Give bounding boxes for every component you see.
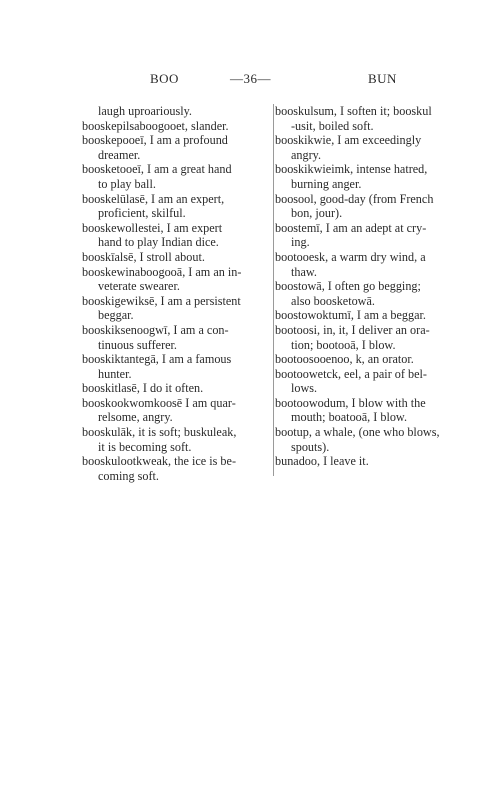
dictionary-entry	[82, 396, 272, 425]
entry-line-continued: beggar.	[98, 308, 134, 323]
entry-line-first: booskewinaboogooā, I am an in-	[82, 264, 242, 279]
entry-line-first: booskookwomkoosē I am quar-	[82, 395, 236, 410]
entry-line-continued: tion; bootooā, I blow.	[291, 337, 396, 352]
entry-line-continued: bon, jour).	[291, 206, 343, 221]
entry-line-continued: to play ball.	[98, 176, 156, 191]
dictionary-entry	[82, 352, 272, 381]
dictionary-entry	[82, 454, 272, 483]
entry-line-continued: lows.	[291, 381, 318, 396]
entry-line-continued: mouth; boatooā, I blow.	[291, 410, 407, 425]
dictionary-entry	[82, 104, 272, 119]
page-number: —36—	[230, 71, 271, 86]
entry-line-first: boostemī, I am an adept at cry-	[275, 220, 427, 235]
dictionary-entry	[82, 162, 272, 191]
entry-line-continued: veterate swearer.	[98, 279, 180, 294]
dictionary-entry	[275, 367, 488, 396]
entry-line-first: booskiktantegā, I am a famous	[82, 352, 232, 367]
entry-line-continued: coming soft.	[98, 468, 159, 483]
dictionary-entry	[82, 250, 272, 265]
entry-line-first: booskewollestei, I am expert	[82, 220, 223, 235]
entry-line-first: bunadoo, I leave it.	[275, 454, 369, 469]
entry-line-first: boosool, good-day (from French	[275, 191, 434, 206]
right-column	[275, 104, 488, 469]
dictionary-entry	[275, 250, 488, 279]
dictionary-entry	[82, 133, 272, 162]
column-divider	[273, 104, 274, 476]
dictionary-entry	[82, 294, 272, 323]
entry-line-continued: it is becoming soft.	[98, 439, 192, 454]
entry-line-continued: thaw.	[291, 264, 317, 279]
entry-line-continued: angry.	[291, 147, 322, 162]
dictionary-entry	[82, 119, 272, 134]
entry-line-first: boostowoktumī, I am a beggar.	[275, 308, 426, 323]
header-right-guide-word: BUN	[368, 71, 397, 86]
entry-line-first: boostowā, I often go begging;	[275, 279, 421, 294]
entry-line-first: bootoosooenoo, k, an orator.	[275, 352, 414, 367]
entry-line-first: booskulootkweak, the ice is be-	[82, 454, 236, 469]
dictionary-entry	[275, 192, 488, 221]
dictionary-entry	[82, 221, 272, 250]
dictionary-entry	[82, 425, 272, 454]
left-column	[82, 104, 272, 483]
running-header	[0, 71, 501, 91]
entry-line-continued: hand to play Indian dice.	[98, 235, 219, 250]
entry-line-continued: burning anger.	[291, 176, 362, 191]
dictionary-entry	[82, 381, 272, 396]
entry-line-first: bootoowetck, eel, a pair of bel-	[275, 366, 427, 381]
entry-line-first: laugh uproariously.	[98, 104, 192, 118]
entry-line-continued: hunter.	[98, 366, 132, 381]
dictionary-entry	[275, 308, 488, 323]
entry-line-first: booskikwieimk, intense hatred,	[275, 162, 428, 177]
dictionary-entry	[275, 162, 488, 191]
entry-line-continued: proficient, skilful.	[98, 206, 186, 221]
dictionary-entry	[82, 265, 272, 294]
entry-line-first: bootup, a whale, (one who blows,	[275, 425, 440, 440]
entry-line-first: booskīalsē, I stroll about.	[82, 249, 205, 264]
entry-line-continued: ing.	[291, 235, 310, 250]
entry-line-first: boosketooeī, I am a great hand	[82, 162, 232, 177]
entry-line-first: bootooesk, a warm dry wind, a	[275, 249, 426, 264]
header-left-guide-word: BOO	[150, 71, 179, 86]
entry-line-continued: spouts).	[291, 439, 330, 454]
entry-line-first: booskulāk, it is soft; buskuleak,	[82, 425, 237, 440]
entry-line-continued: -usit, boiled soft.	[291, 118, 374, 133]
entry-line-continued: also boosketowā.	[291, 293, 375, 308]
entry-line-first: bootoosi, in, it, I deliver an ora-	[275, 322, 430, 337]
dictionary-entry	[275, 352, 488, 367]
entry-line-first: booskigewiksē, I am a persistent	[82, 293, 241, 308]
dictionary-entry	[275, 425, 488, 454]
entry-line-first: bootoowodum, I blow with the	[275, 395, 426, 410]
entry-line-first: booskepilsaboogooet, slander.	[82, 118, 229, 133]
dictionary-entry	[275, 279, 488, 308]
dictionary-entry	[275, 221, 488, 250]
dictionary-entry	[82, 192, 272, 221]
entry-line-first: booskelūlasē, I am an expert,	[82, 191, 225, 206]
entry-line-continued: tinuous sufferer.	[98, 337, 177, 352]
entry-line-first: booskiksenoogwī, I am a con-	[82, 322, 229, 337]
entry-line-first: booskikwie, I am exceedingly	[275, 133, 422, 148]
entry-line-first: booskepooeī, I am a profound	[82, 133, 228, 148]
entry-line-continued: relsome, angry.	[98, 410, 173, 425]
entry-line-continued: dreamer.	[98, 147, 141, 162]
dictionary-entry	[275, 133, 488, 162]
dictionary-entry	[275, 323, 488, 352]
dictionary-entry	[82, 323, 272, 352]
entry-line-first: booskulsum, I soften it; booskul	[275, 104, 432, 118]
dictionary-entry	[275, 396, 488, 425]
dictionary-entry	[275, 104, 488, 133]
entry-line-first: booskitlasē, I do it often.	[82, 381, 204, 396]
dictionary-entry	[275, 454, 488, 469]
